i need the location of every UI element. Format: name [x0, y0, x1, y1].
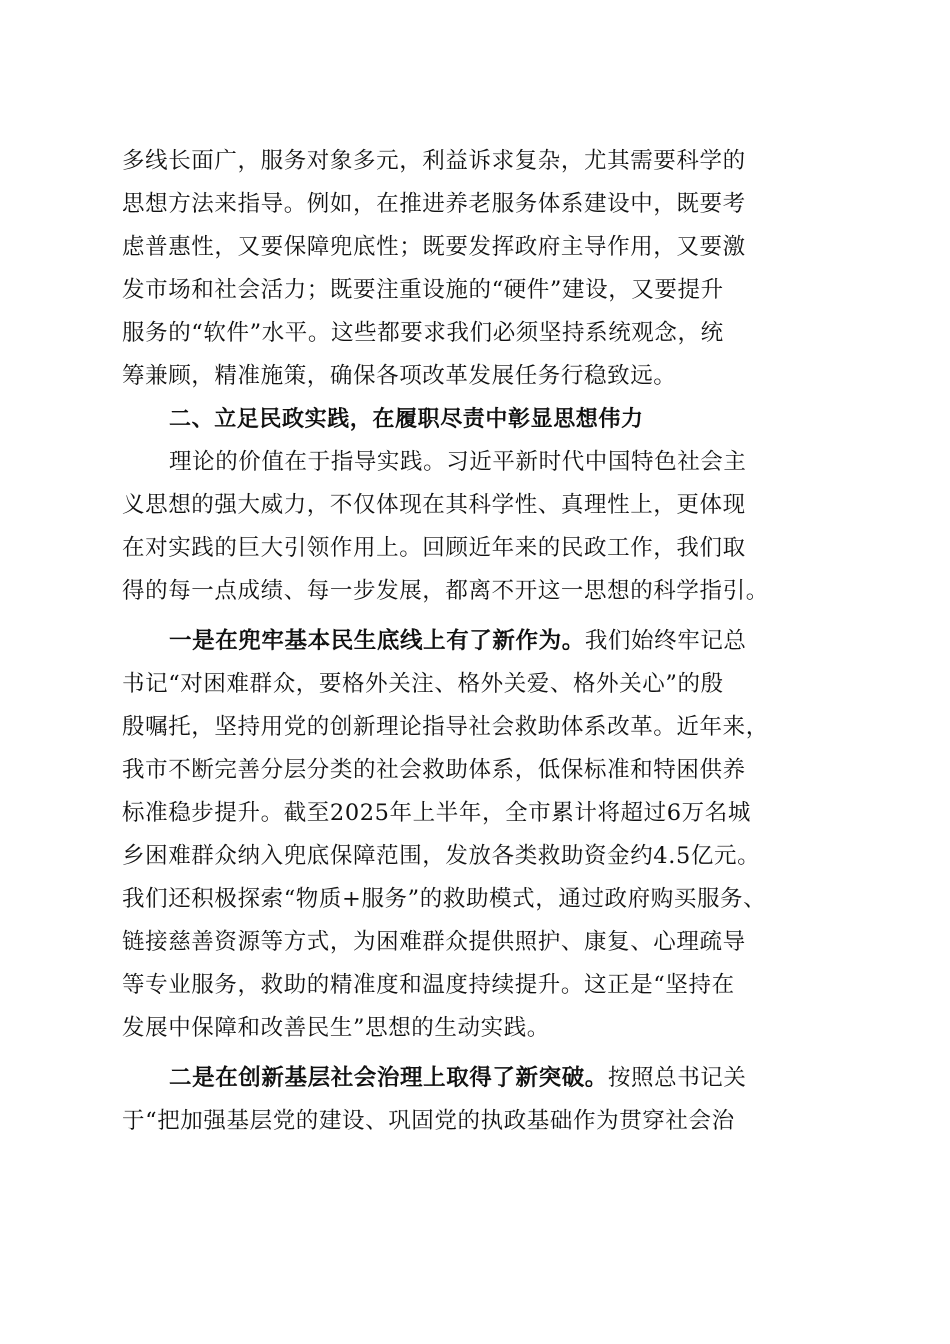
text-line: 书记“对困难群众，要格外关注、格外关爱、格外关心”的殷	[122, 671, 724, 697]
text-line: 我们还积极探索“物质+服务”的救助模式，通过政府购买服务、	[122, 886, 767, 912]
text-line: 殷嘱托，坚持用党的创新理论指导社会救助体系改革。近年来，	[122, 714, 769, 740]
text-line: 思想方法来指导。例如，在推进养老服务体系建设中，既要考	[122, 191, 746, 217]
text-run: 按照总书记关	[607, 1065, 747, 1091]
text-line: 虑普惠性，又要保障兜底性；既要发挥政府主导作用，又要激	[122, 234, 746, 260]
text-line: 得的每一点成绩、每一步发展，都离不开这一思想的科学指引。	[122, 578, 769, 604]
text-line	[122, 1057, 834, 1100]
text-line: 乡困难群众纳入兜底保障范围，发放各类救助资金约4.5亿元。	[122, 843, 761, 869]
section-heading-2: 二、立足民政实践，在履职尽责中彰显思想伟力	[169, 407, 644, 432]
document-body	[122, 140, 834, 1143]
text-line: 标准稳步提升。截至2025年上半年，全市累计将超过6万名城	[122, 800, 751, 826]
paragraph-livelihood	[122, 620, 834, 1050]
text-line: 筹兼顾，精准施策，确保各项改革发展任务行稳致远。	[122, 363, 677, 389]
text-line: 在对实践的巨大引领作用上。回顾近年来的民政工作，我们取	[122, 535, 746, 561]
text-line: 我市不断完善分层分类的社会救助体系，低保标准和特困供养	[122, 757, 746, 783]
paragraph-system-thinking	[122, 140, 834, 398]
paragraph-theory-practice	[122, 441, 834, 613]
text-run: 我们始终牢记总	[584, 628, 747, 654]
text-line	[122, 620, 834, 663]
text-line: 发展中保障和改善民生”思想的生动实践。	[122, 1015, 550, 1041]
text-line: 链接慈善资源等方式，为困难群众提供照护、康复、心理疏导	[122, 929, 746, 955]
text-line: 服务的“软件”水平。这些都要求我们必须坚持系统观念，统	[122, 320, 724, 346]
paragraph-lead: 一是在兜牢基本民生底线上有了新作为。	[169, 628, 585, 654]
text-line: 发市场和社会活力；既要注重设施的“硬件”建设，又要提升	[122, 277, 724, 303]
text-line: 理论的价值在于指导实践。习近平新时代中国特色社会主	[169, 449, 747, 475]
paragraph-gap	[122, 1050, 834, 1057]
text-line: 等专业服务，救助的精准度和温度持续提升。这正是“坚持在	[122, 972, 735, 998]
paragraph-lead: 二是在创新基层社会治理上取得了新突破。	[169, 1065, 608, 1091]
paragraph-gap	[122, 613, 834, 620]
text-line: 义思想的强大威力，不仅体现在其科学性、真理性上，更体现	[122, 492, 746, 518]
text-line: 于“把加强基层党的建设、巩固党的执政基础作为贯穿社会治	[122, 1108, 735, 1134]
text-line: 多线长面广，服务对象多元，利益诉求复杂，尤其需要科学的	[122, 148, 746, 174]
paragraph-governance	[122, 1057, 834, 1143]
